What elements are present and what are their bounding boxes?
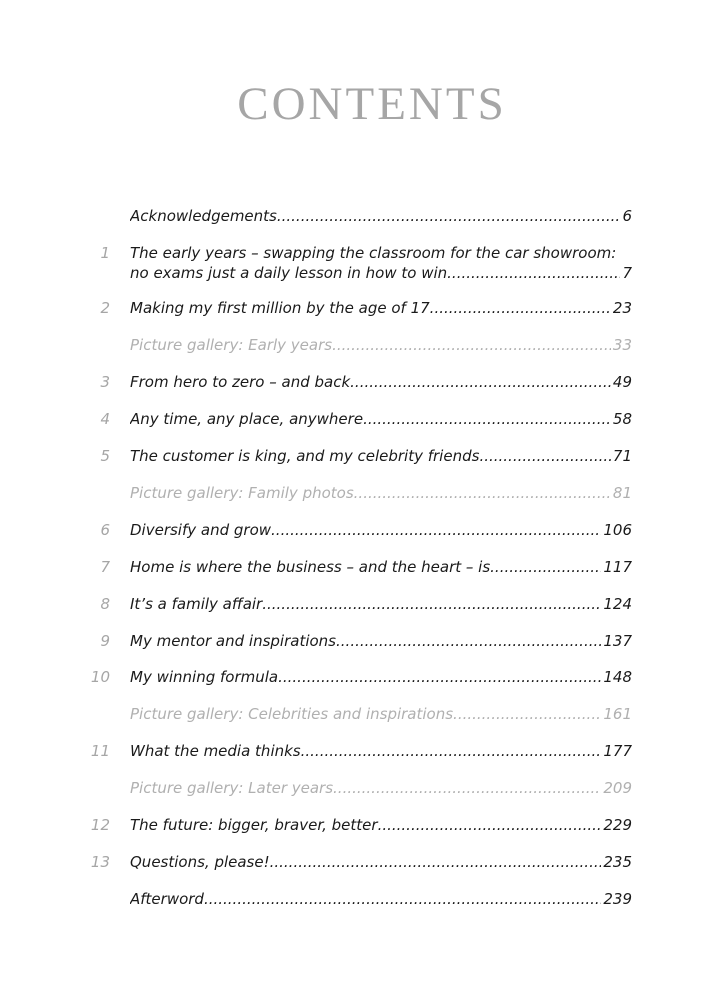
chapter-number: 6 xyxy=(100,521,110,539)
leader-dots xyxy=(271,520,601,540)
entry-title: My mentor and inspirations xyxy=(130,632,337,650)
entry-title: Afterword xyxy=(130,890,204,908)
leader-dots xyxy=(301,741,602,761)
chapter-number: 12 xyxy=(90,816,110,834)
entry-title: My winning formula xyxy=(130,668,279,686)
leader-dots xyxy=(332,335,611,355)
leader-dots xyxy=(490,557,601,577)
chapter-number: 13 xyxy=(90,853,110,871)
page-number: 7 xyxy=(622,264,632,282)
entry-title: The customer is king, and my celebrity friends xyxy=(130,447,480,465)
page-title: CONTENTS xyxy=(237,78,507,130)
entry-title: Acknowledgements xyxy=(130,207,277,225)
page-number: 58 xyxy=(612,410,632,428)
chapter-number: 3 xyxy=(100,373,110,391)
chapter-number: 11 xyxy=(90,742,110,760)
page-number: 23 xyxy=(612,299,632,317)
page-number: 239 xyxy=(603,890,632,908)
entry-title: From hero to zero – and back xyxy=(130,373,351,391)
entry-title: Picture gallery: Later years xyxy=(130,779,334,797)
page-number: 81 xyxy=(612,484,632,502)
chapter-number: 1 xyxy=(100,244,110,262)
page-number: 137 xyxy=(603,632,632,650)
entry-title: What the media thinks xyxy=(130,742,301,760)
page-number: 33 xyxy=(612,336,632,354)
leader-dots xyxy=(270,852,602,872)
entry-title: The early years – swapping the classroom for the car showroom: xyxy=(130,244,617,262)
entry-title: Making my first million by the age of 17 xyxy=(130,299,430,317)
entry-title: Home is where the business – and the heart – is xyxy=(130,558,491,576)
leader-dots xyxy=(430,298,611,318)
leader-dots xyxy=(363,409,611,429)
entry-title: The future: bigger, braver, better xyxy=(130,816,378,834)
entry-title: Picture gallery: Family photos xyxy=(130,484,354,502)
entry-title: It’s a family affair xyxy=(130,595,263,613)
leader-dots xyxy=(378,815,602,835)
entry-title: Questions, please! xyxy=(130,853,270,871)
page-number: 117 xyxy=(603,558,632,576)
page-number: 209 xyxy=(603,779,632,797)
chapter-number: 8 xyxy=(100,595,110,613)
entry-title: Any time, any place, anywhere xyxy=(130,410,364,428)
leader-dots xyxy=(278,667,601,687)
leader-dots xyxy=(277,206,621,226)
chapter-number: 5 xyxy=(100,447,110,465)
leader-dots xyxy=(350,372,611,392)
chapter-number: 2 xyxy=(100,299,110,317)
page-number: 6 xyxy=(622,207,632,225)
page-number: 71 xyxy=(612,447,632,465)
leader-dots xyxy=(204,889,601,909)
leader-dots xyxy=(262,594,601,614)
chapter-number: 10 xyxy=(90,668,110,686)
page-number: 229 xyxy=(603,816,632,834)
chapter-number: 4 xyxy=(100,410,110,428)
page-number: 177 xyxy=(603,742,632,760)
page-number: 161 xyxy=(603,705,632,723)
page-number: 235 xyxy=(603,853,632,871)
entry-title-continued: no exams just a daily lesson in how to win xyxy=(130,264,448,282)
entry-title: Picture gallery: Early years xyxy=(130,336,333,354)
leader-dots xyxy=(333,778,601,798)
leader-dots xyxy=(479,446,610,466)
entry-title: Diversify and grow xyxy=(130,521,272,539)
page-number: 106 xyxy=(603,521,632,539)
page-number: 148 xyxy=(603,668,632,686)
leader-dots xyxy=(453,704,601,724)
page-number: 49 xyxy=(612,373,632,391)
chapter-number: 9 xyxy=(100,632,110,650)
chapter-number: 7 xyxy=(100,558,110,576)
entry-title: Picture gallery: Celebrities and inspirations xyxy=(130,705,454,723)
leader-dots xyxy=(336,631,601,651)
leader-dots xyxy=(447,263,620,283)
leader-dots xyxy=(354,483,611,503)
page-number: 124 xyxy=(603,595,632,613)
